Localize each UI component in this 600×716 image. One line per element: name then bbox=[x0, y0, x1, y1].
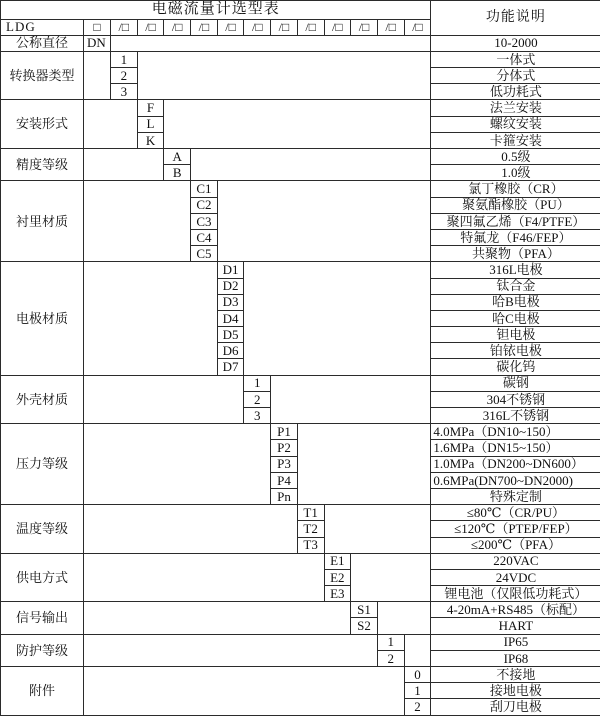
desc-cell: 1.0MPa（DN200~DN600） bbox=[431, 456, 600, 472]
code-cell: P2 bbox=[271, 440, 298, 456]
code-cell: C5 bbox=[191, 246, 218, 262]
spacer-cell bbox=[84, 667, 405, 716]
code-cell: A bbox=[164, 149, 191, 165]
desc-cell: 24VDC bbox=[431, 569, 600, 585]
code-cell: 1 bbox=[111, 51, 138, 67]
desc-cell: 特殊定制 bbox=[431, 488, 600, 504]
code-cell: T1 bbox=[297, 505, 324, 521]
desc-cell: 法兰安装 bbox=[431, 100, 600, 116]
model-code-slot: /□ bbox=[111, 19, 138, 35]
code-cell: D3 bbox=[217, 294, 244, 310]
desc-cell: 316L不锈钢 bbox=[431, 408, 600, 424]
model-code-slot: /□ bbox=[297, 19, 324, 35]
code-cell: P4 bbox=[271, 472, 298, 488]
spacer-cell bbox=[84, 149, 164, 181]
code-cell: D4 bbox=[217, 310, 244, 326]
code-cell: T2 bbox=[297, 521, 324, 537]
code-cell: 2 bbox=[404, 699, 431, 716]
code-cell: D1 bbox=[217, 262, 244, 278]
spacer-cell bbox=[84, 602, 351, 634]
code-cell: Pn bbox=[271, 488, 298, 504]
code-cell: D5 bbox=[217, 327, 244, 343]
desc-cell: 低功耗式 bbox=[431, 84, 600, 100]
desc-cell: 一体式 bbox=[431, 51, 600, 67]
desc-cell: 0.6MPa(DN700~DN2000) bbox=[431, 472, 600, 488]
spacer-cell bbox=[84, 634, 378, 666]
code-cell: 1 bbox=[404, 683, 431, 699]
category-label: 电极材质 bbox=[1, 262, 84, 375]
code-cell: 3 bbox=[111, 84, 138, 100]
model-code-slot: /□ bbox=[271, 19, 298, 35]
desc-cell: 哈C电极 bbox=[431, 310, 600, 326]
model-code-box: □ bbox=[84, 19, 111, 35]
function-column-header: 功能说明 bbox=[431, 1, 600, 36]
desc-cell: 刮刀电极 bbox=[431, 699, 600, 716]
model-code-slot: /□ bbox=[164, 19, 191, 35]
desc-cell: IP68 bbox=[431, 650, 600, 666]
category-label: 附件 bbox=[1, 667, 84, 716]
spacer-cell bbox=[84, 505, 298, 554]
model-code-slot: /□ bbox=[244, 19, 271, 35]
desc-cell: 4-20mA+RS485（标配） bbox=[431, 602, 600, 618]
code-cell: 3 bbox=[244, 408, 271, 424]
desc-cell: 聚四氟乙烯（F4/PTFE） bbox=[431, 213, 600, 229]
model-code-slot: /□ bbox=[324, 19, 351, 35]
desc-cell: ≤120℃（PTEP/FEP） bbox=[431, 521, 600, 537]
code-cell: 0 bbox=[404, 667, 431, 683]
desc-cell: 0.5级 bbox=[431, 149, 600, 165]
code-cell: S1 bbox=[351, 602, 378, 618]
category-label: 信号输出 bbox=[1, 602, 84, 634]
code-cell: DN bbox=[84, 35, 111, 51]
desc-cell: 钽电极 bbox=[431, 327, 600, 343]
desc-cell: 螺纹安装 bbox=[431, 116, 600, 132]
spacer-cell bbox=[111, 35, 431, 51]
spacer-cell bbox=[297, 424, 431, 505]
code-cell: 2 bbox=[244, 391, 271, 407]
category-label: 衬里材质 bbox=[1, 181, 84, 262]
code-cell: C2 bbox=[191, 197, 218, 213]
code-cell: 1 bbox=[377, 634, 404, 650]
model-prefix: LDG bbox=[1, 19, 84, 35]
desc-cell: 接地电极 bbox=[431, 683, 600, 699]
desc-cell: 10-2000 bbox=[431, 35, 600, 51]
code-cell: 1 bbox=[244, 375, 271, 391]
code-cell: D6 bbox=[217, 343, 244, 359]
desc-cell: 氯丁橡胶（CR） bbox=[431, 181, 600, 197]
category-label: 公称直径 bbox=[1, 35, 84, 51]
category-label: 精度等级 bbox=[1, 149, 84, 181]
spacer-cell bbox=[84, 424, 271, 505]
desc-cell: 锂电池（仅限低功耗式） bbox=[431, 586, 600, 602]
desc-cell: 1.6MPa（DN15~150） bbox=[431, 440, 600, 456]
spacer-cell bbox=[84, 375, 244, 424]
model-code-slot: /□ bbox=[377, 19, 404, 35]
category-label: 外壳材质 bbox=[1, 375, 84, 424]
code-cell: C1 bbox=[191, 181, 218, 197]
desc-cell: 特氟龙（F46/FEP） bbox=[431, 229, 600, 245]
code-cell: B bbox=[164, 165, 191, 181]
desc-cell: 304不锈钢 bbox=[431, 391, 600, 407]
desc-cell: 4.0MPa（DN10~150） bbox=[431, 424, 600, 440]
spacer-cell bbox=[404, 634, 431, 666]
code-cell: E3 bbox=[324, 586, 351, 602]
desc-cell: HART bbox=[431, 618, 600, 634]
code-cell: D7 bbox=[217, 359, 244, 375]
model-code-slot: /□ bbox=[191, 19, 218, 35]
desc-cell: 1.0级 bbox=[431, 165, 600, 181]
desc-cell: 316L电极 bbox=[431, 262, 600, 278]
desc-cell: 碳化钨 bbox=[431, 359, 600, 375]
spacer-cell bbox=[244, 262, 431, 375]
spacer-cell bbox=[271, 375, 431, 424]
category-label: 安装形式 bbox=[1, 100, 84, 149]
code-cell: K bbox=[137, 132, 164, 148]
desc-cell: 220VAC bbox=[431, 553, 600, 569]
spacer-cell bbox=[351, 553, 431, 602]
desc-cell: 铂铱电极 bbox=[431, 343, 600, 359]
spacer-cell bbox=[137, 51, 431, 100]
desc-cell: ≤80℃（CR/PU） bbox=[431, 505, 600, 521]
spacer-cell bbox=[84, 181, 191, 262]
spacer-cell bbox=[324, 505, 431, 554]
desc-cell: 钛合金 bbox=[431, 278, 600, 294]
category-label: 压力等级 bbox=[1, 424, 84, 505]
code-cell: 2 bbox=[377, 650, 404, 666]
model-code-slot: /□ bbox=[217, 19, 244, 35]
category-label: 供电方式 bbox=[1, 553, 84, 602]
code-cell: F bbox=[137, 100, 164, 116]
desc-cell: 共聚物（PFA） bbox=[431, 246, 600, 262]
desc-cell: 卡箍安装 bbox=[431, 132, 600, 148]
code-cell: D2 bbox=[217, 278, 244, 294]
table-title: 电磁流量计选型表 bbox=[1, 1, 431, 20]
desc-cell: 聚氨酯橡胶（PU） bbox=[431, 197, 600, 213]
desc-cell: 分体式 bbox=[431, 68, 600, 84]
code-cell: C3 bbox=[191, 213, 218, 229]
code-cell: C4 bbox=[191, 229, 218, 245]
spacer-cell bbox=[217, 181, 431, 262]
spacer-cell bbox=[84, 553, 325, 602]
spacer-cell bbox=[84, 51, 111, 100]
code-cell: L bbox=[137, 116, 164, 132]
desc-cell: 不接地 bbox=[431, 667, 600, 683]
code-cell: P3 bbox=[271, 456, 298, 472]
code-cell: E2 bbox=[324, 569, 351, 585]
desc-cell: IP65 bbox=[431, 634, 600, 650]
category-label: 转换器类型 bbox=[1, 51, 84, 100]
code-cell: 2 bbox=[111, 68, 138, 84]
category-label: 温度等级 bbox=[1, 505, 84, 554]
spacer-cell bbox=[164, 100, 431, 149]
spacer-cell bbox=[84, 262, 218, 375]
spacer-cell bbox=[84, 100, 138, 149]
category-label: 防护等级 bbox=[1, 634, 84, 666]
model-code-slot: /□ bbox=[351, 19, 378, 35]
desc-cell: 哈B电极 bbox=[431, 294, 600, 310]
desc-cell: 碳钢 bbox=[431, 375, 600, 391]
code-cell: P1 bbox=[271, 424, 298, 440]
code-cell: S2 bbox=[351, 618, 378, 634]
desc-cell: ≤200℃（PFA） bbox=[431, 537, 600, 553]
code-cell: E1 bbox=[324, 553, 351, 569]
model-code-slot: /□ bbox=[404, 19, 431, 35]
spacer-cell bbox=[191, 149, 431, 181]
code-cell: T3 bbox=[297, 537, 324, 553]
spacer-cell bbox=[377, 602, 431, 634]
model-code-slot: /□ bbox=[137, 19, 164, 35]
